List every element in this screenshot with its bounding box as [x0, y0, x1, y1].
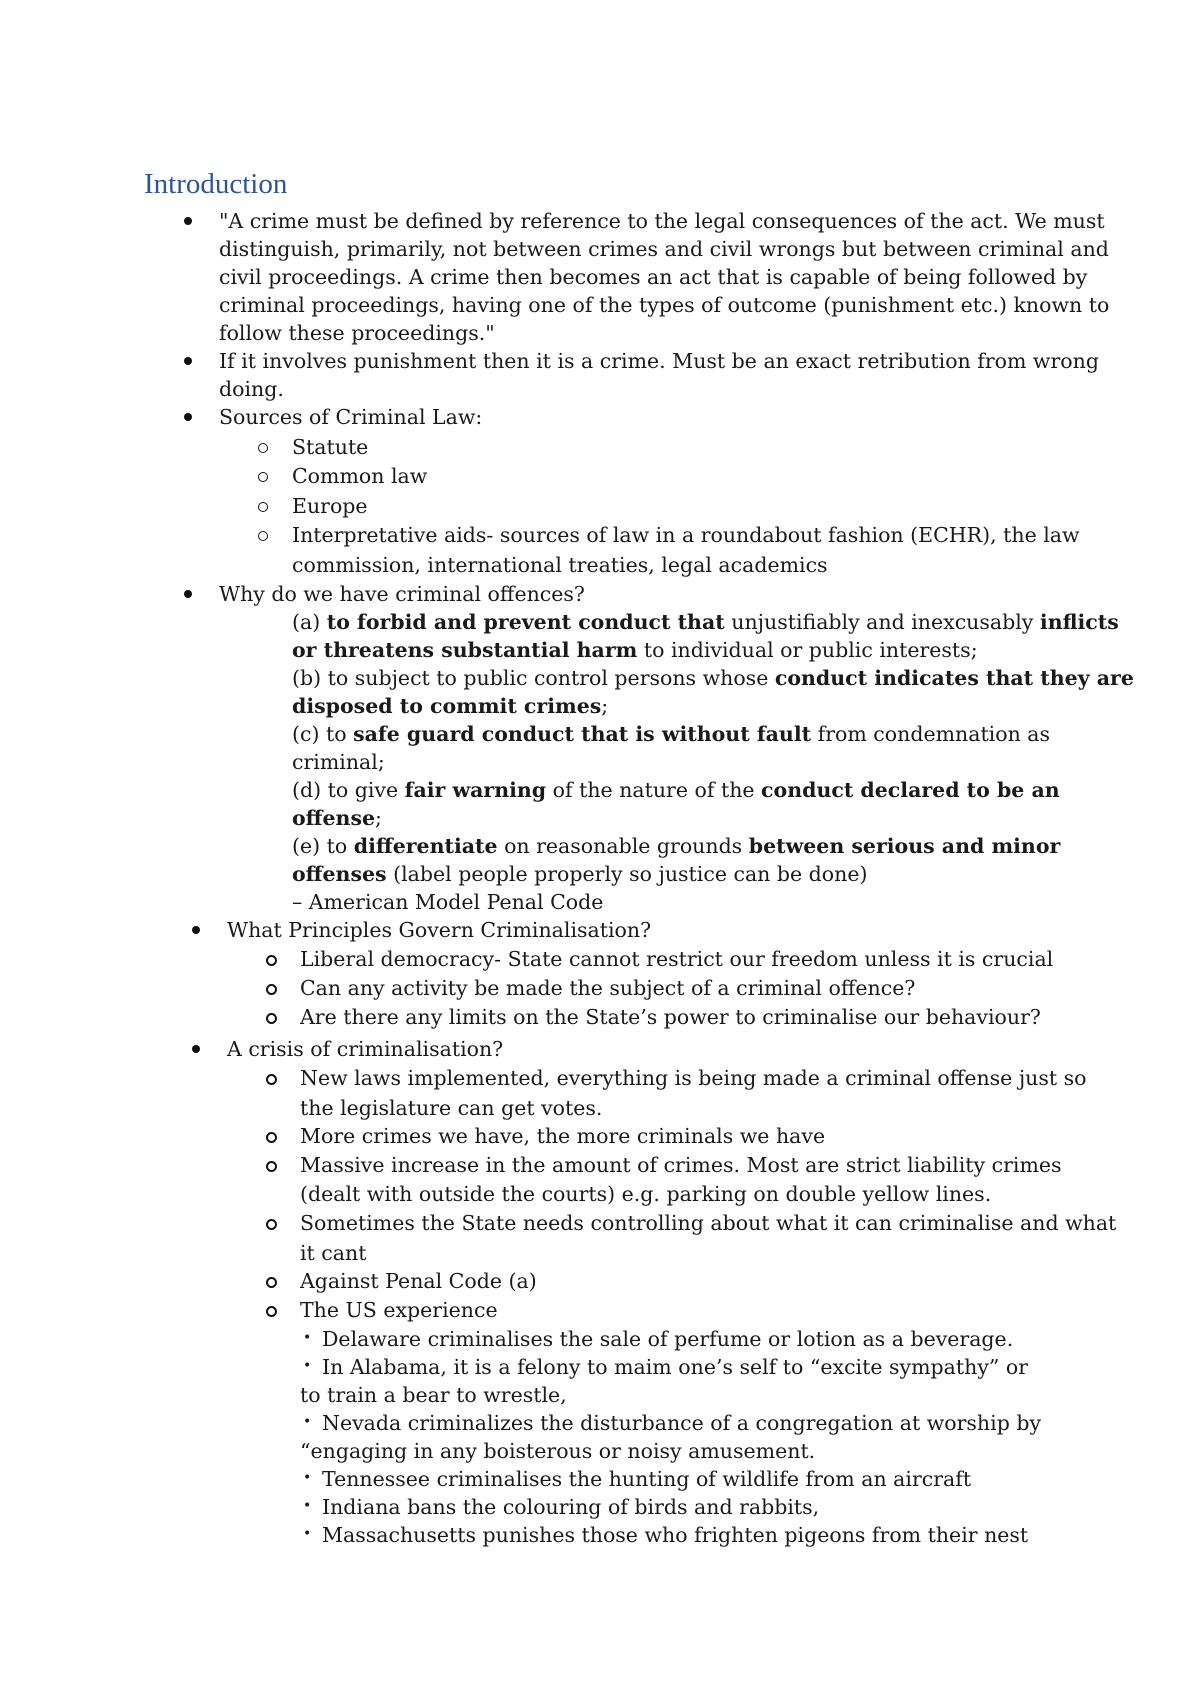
- list-item: Are there any limits on the State’s power to criminalise our behaviour?: [300, 1005, 1041, 1029]
- us-example: Indiana bans the colouring of birds and rabbits,: [322, 1495, 820, 1519]
- circle-bullet-icon: [258, 502, 268, 512]
- paragraph-line: A crisis of criminalisation?: [227, 1037, 504, 1061]
- small-bullet-icon: •: [303, 1526, 312, 1542]
- paragraph-line: follow these proceedings.": [219, 321, 495, 345]
- mpc-line: (e) to differentiate on reasonable grounds between serious and minor: [292, 834, 1061, 858]
- circle-bullet-icon: [266, 1074, 277, 1085]
- mpc-line: or threatens substantial harm to individual or public interests;: [292, 638, 978, 662]
- us-example: In Alabama, it is a felony to maim one’s self to “excite sympathy” or: [322, 1355, 1029, 1379]
- small-bullet-icon: •: [303, 1414, 312, 1430]
- list-item: it cant: [300, 1241, 367, 1265]
- circle-bullet-icon: [266, 1306, 277, 1317]
- bullet-icon: [184, 590, 192, 598]
- mpc-source: – American Model Penal Code: [292, 890, 604, 914]
- circle-bullet-icon: [266, 1013, 277, 1024]
- circle-bullet-icon: [266, 984, 277, 995]
- list-item: the legislature can get votes.: [300, 1096, 603, 1120]
- paragraph-line: civil proceedings. A crime then becomes an act that is capable of being followed by: [219, 265, 1088, 289]
- list-item: (dealt with outside the courts) e.g. parking on double yellow lines.: [300, 1182, 992, 1206]
- circle-bullet-icon: [266, 1277, 277, 1288]
- small-bullet-icon: •: [303, 1498, 312, 1514]
- paragraph-line: If it involves punishment then it is a crime. Must be an exact retribution from wrong: [219, 349, 1099, 373]
- circle-bullet-icon: [258, 443, 268, 453]
- circle-bullet-icon: [266, 1132, 277, 1143]
- list-item: The US experience: [300, 1298, 498, 1322]
- paragraph-line: Why do we have criminal offences?: [219, 582, 585, 606]
- us-example: to train a bear to wrestle,: [300, 1383, 567, 1407]
- circle-bullet-icon: [266, 1219, 277, 1230]
- us-example: Delaware criminalises the sale of perfume or lotion as a beverage.: [322, 1327, 1014, 1351]
- list-item: Can any activity be made the subject of a criminal offence?: [300, 976, 916, 1000]
- paragraph-line: doing.: [219, 377, 284, 401]
- us-example: Tennessee criminalises the hunting of wildlife from an aircraft: [322, 1467, 972, 1491]
- mpc-line: criminal;: [292, 750, 385, 774]
- circle-bullet-icon: [266, 955, 277, 966]
- paragraph-line: "A crime must be defined by reference to the legal consequences of the act. We must: [219, 209, 1105, 233]
- small-bullet-icon: •: [303, 1330, 312, 1346]
- circle-bullet-icon: [258, 472, 268, 482]
- mpc-line: (d) to give fair warning of the nature of the conduct declared to be an: [292, 778, 1060, 802]
- us-example: Nevada criminalizes the disturbance of a congregation at worship by: [322, 1411, 1042, 1435]
- bullet-icon: [184, 217, 192, 225]
- list-item: Interpretative aids- sources of law in a roundabout fashion (ECHR), the law: [292, 523, 1080, 547]
- circle-bullet-icon: [266, 1161, 277, 1172]
- mpc-line: (c) to safe guard conduct that is without fault from condemnation as: [292, 722, 1051, 746]
- small-bullet-icon: •: [303, 1358, 312, 1374]
- bullet-icon: [192, 926, 200, 934]
- mpc-line: offense;: [292, 806, 382, 830]
- list-item: Sometimes the State needs controlling about what it can criminalise and what: [300, 1211, 1117, 1235]
- list-item: Europe: [292, 494, 368, 518]
- list-item: Massive increase in the amount of crimes. Most are strict liability crimes: [300, 1153, 1062, 1177]
- section-heading: Introduction: [144, 168, 288, 200]
- mpc-line: (b) to subject to public control persons whose conduct indicates that they are: [292, 666, 1134, 690]
- list-item: Against Penal Code (a): [300, 1269, 537, 1293]
- paragraph-line: Sources of Criminal Law:: [219, 405, 483, 429]
- small-bullet-icon: •: [303, 1470, 312, 1486]
- mpc-line: (a) to forbid and prevent conduct that unjustifiably and inexcusably inflicts: [292, 610, 1119, 634]
- paragraph-line: distinguish, primarily, not between crimes and civil wrongs but between criminal and: [219, 237, 1109, 261]
- circle-bullet-icon: [258, 531, 268, 541]
- us-example: “engaging in any boisterous or noisy amusement.: [300, 1439, 816, 1463]
- list-item: More crimes we have, the more criminals we have: [300, 1124, 826, 1148]
- list-item: Liberal democracy- State cannot restrict our freedom unless it is crucial: [300, 947, 1054, 971]
- list-item: New laws implemented, everything is being made a criminal offense just so: [300, 1066, 1087, 1090]
- bullet-icon: [192, 1045, 200, 1053]
- mpc-line: disposed to commit crimes;: [292, 694, 609, 718]
- paragraph-line: criminal proceedings, having one of the types of outcome (punishment etc.) known to: [219, 293, 1110, 317]
- list-item: Common law: [292, 464, 428, 488]
- list-item: commission, international treaties, legal academics: [292, 553, 828, 577]
- us-example: Massachusetts punishes those who frighten pigeons from their nest: [322, 1523, 1029, 1547]
- bullet-icon: [184, 357, 192, 365]
- mpc-line: offenses (label people properly so justice can be done): [292, 862, 868, 886]
- paragraph-line: What Principles Govern Criminalisation?: [227, 918, 652, 942]
- list-item: Statute: [292, 435, 369, 459]
- bullet-icon: [184, 413, 192, 421]
